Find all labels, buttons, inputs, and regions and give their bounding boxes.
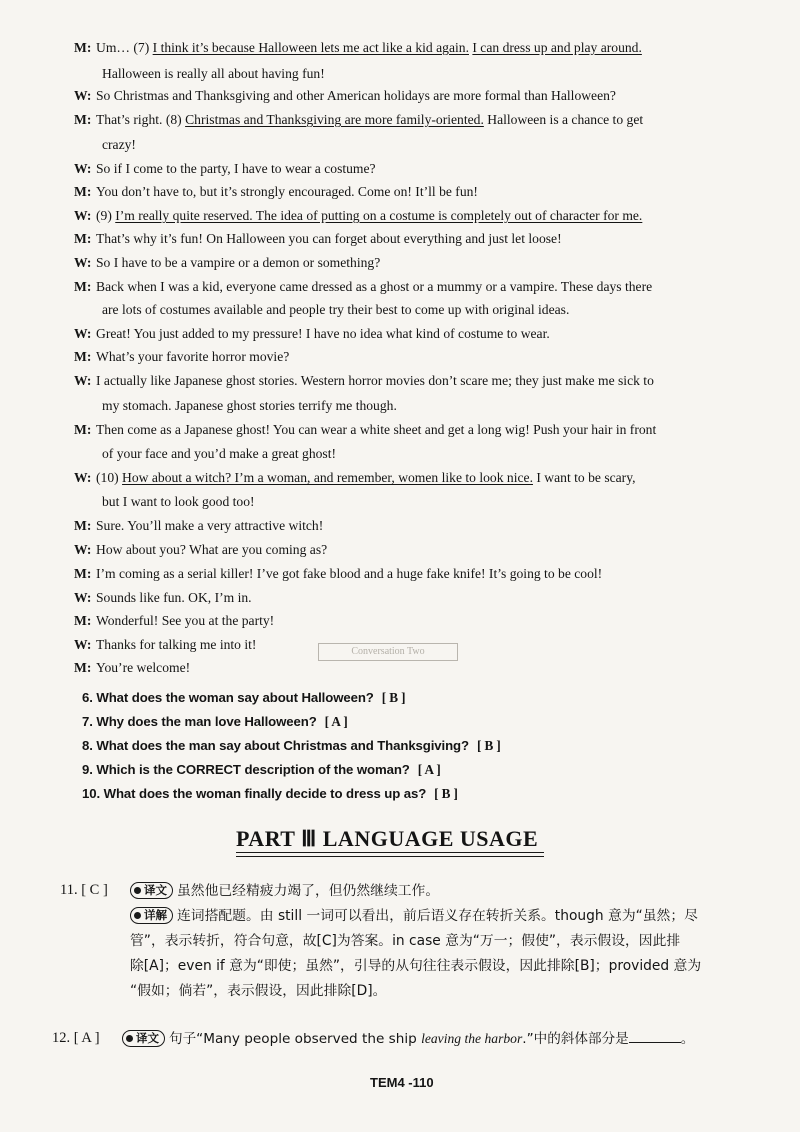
dialogue-line: M: You don’t have to, but it’s strongly encouraged. Come on! It’ll be fun! <box>74 184 478 199</box>
item-12-translation: 译文 句子“Many people observed the ship leaving the harbor.”中的斜体部分是 。 <box>122 1027 694 1051</box>
dialogue-line: but I want to look good too! <box>102 494 255 509</box>
dialogue-line: M: Um… (7) I think it’s because Halloween lets me act like a kid again. I can dress up and play around. <box>70 38 770 58</box>
dialogue-line: W: (10) How about a witch? I’m a woman, and remember, women like to look nice. I want to be scary, <box>74 470 636 485</box>
part-rule-top <box>236 852 544 853</box>
question-9: 9. Which is the CORRECT description of the woman? [ A ] <box>82 762 441 777</box>
item-11-detail-line: “假如；倘若”，表示假设，因此排除[D]。 <box>130 983 387 999</box>
dialogue-line: my stomach. Japanese ghost stories terrify me though. <box>102 398 397 413</box>
translation-badge: 译文 <box>122 1030 165 1047</box>
underlined-answer-9: I’m really quite reserved. The idea of putting on a costume is completely out of character for me. <box>115 208 643 223</box>
dialogue-line: W: Sounds like fun. OK, I’m in. <box>74 590 252 605</box>
dialogue-line: M: You’re welcome! <box>74 660 191 675</box>
item-11-translation: 译文 虽然他已经精疲力竭了，但仍然继续工作。 <box>130 879 439 903</box>
item-12-number: 12. [ A ] <box>52 1030 100 1046</box>
dialogue-line: Halloween is really all about having fun! <box>102 66 325 81</box>
underlined-answer-10: How about a witch? I’m a woman, and remember, women like to look nice. <box>122 470 533 485</box>
dot-icon <box>134 912 141 919</box>
question-8: 8. What does the man say about Christmas and Thanksgiving? [ B ] <box>82 738 501 753</box>
dialogue-line: M: What’s your favorite horror movie? <box>74 349 290 364</box>
conversation-stamp: Conversation Two <box>318 643 458 661</box>
answer-blank <box>629 1042 681 1043</box>
answer: [ A ] <box>417 762 441 777</box>
dialogue-line: W: (9) I’m really quite reserved. The idea of putting on a costume is completely out of character for me. <box>74 208 643 223</box>
question-10: 10. What does the woman finally decide to dress up as? [ B ] <box>82 786 458 801</box>
answer: [ B ] <box>381 690 406 705</box>
dialogue-line: W: So if I come to the party, I have to wear a costume? <box>74 161 376 176</box>
dot-icon <box>126 1035 133 1042</box>
dialogue-line: W: So Christmas and Thanksgiving and other American holidays are more formal than Halloween? <box>74 88 616 103</box>
detail-badge: 详解 <box>130 907 173 924</box>
part-rule-bottom <box>236 856 544 857</box>
underlined-answer-7: I think it’s because Halloween lets me act like a kid again. <box>152 40 469 55</box>
part-title: PART Ⅲ LANGUAGE USAGE <box>236 826 539 851</box>
answer: [ B ] <box>476 738 501 753</box>
translation-badge: 译文 <box>130 882 173 899</box>
speaker: M: <box>74 40 92 55</box>
item-11-detail-line: 管”，表示转折，符合句意，故[C]为答案。in case 意为“万一；假使”，表示假设，因此排 <box>130 933 681 949</box>
dialogue-line: W: So I have to be a vampire or a demon or something? <box>74 255 381 270</box>
dialogue-line: are lots of costumes available and people try their best to come up with original ideas. <box>102 302 570 317</box>
dialogue-line: W: Great! You just added to my pressure! I have no idea what kind of costume to wear. <box>74 326 550 341</box>
dialogue-line: M: I’m coming as a serial killer! I’ve got fake blood and a huge fake knife! It’s going to be cool! <box>74 566 603 581</box>
page-footer: TEM4 -110 <box>370 1075 434 1090</box>
question-6: 6. What does the woman say about Halloween? [ B ] <box>82 690 406 705</box>
dialogue-line: M: Back when I was a kid, everyone came dressed as a ghost or a mummy or a vampire. These days there <box>74 279 653 294</box>
item-11-number: 11. [ C ] <box>60 882 108 898</box>
underlined-answer-8: Christmas and Thanksgiving are more family-oriented. <box>185 112 484 127</box>
question-7: 7. Why does the man love Halloween? [ A ] <box>82 714 348 729</box>
dialogue-line: W: Thanks for talking me into it! <box>74 637 257 652</box>
dot-icon <box>134 887 141 894</box>
dialogue-line: M: Sure. You’ll make a very attractive witch! <box>74 518 324 533</box>
answer: [ B ] <box>434 786 458 801</box>
answer: [ A ] <box>324 714 348 729</box>
dialogue-line: M: Wonderful! See you at the party! <box>74 613 275 628</box>
dialogue-line: of your face and you’d make a great ghost! <box>102 446 337 461</box>
dialogue-line: M: That’s why it’s fun! On Halloween you can forget about everything and just let loose! <box>74 231 562 246</box>
dialogue-line: crazy! <box>102 137 136 152</box>
dialogue-line: W: How about you? What are you coming as? <box>74 542 328 557</box>
dialogue-line: M: That’s right. (8) Christmas and Thanksgiving are more family-oriented. Halloween is a chance to get <box>74 112 644 127</box>
item-11-detail: 详解 连词搭配题。由 still 一词可以看出，前后语义存在转折关系。though 意为“虽然；尽 <box>130 905 750 928</box>
underlined-answer-7b: I can dress up and play around. <box>472 40 642 55</box>
dialogue-line: W: I actually like Japanese ghost stories. Western horror movies don’t scare me; they just make me sick to <box>74 373 654 388</box>
dialogue-line: M: Then come as a Japanese ghost! You can wear a white sheet and get a long wig! Push your hair in front <box>74 422 657 437</box>
item-11-detail-line: 除[A]；even if 意为“即使；虽然”，引导的从句往往表示假设，因此排除[B]；provided 意为 <box>130 958 702 974</box>
